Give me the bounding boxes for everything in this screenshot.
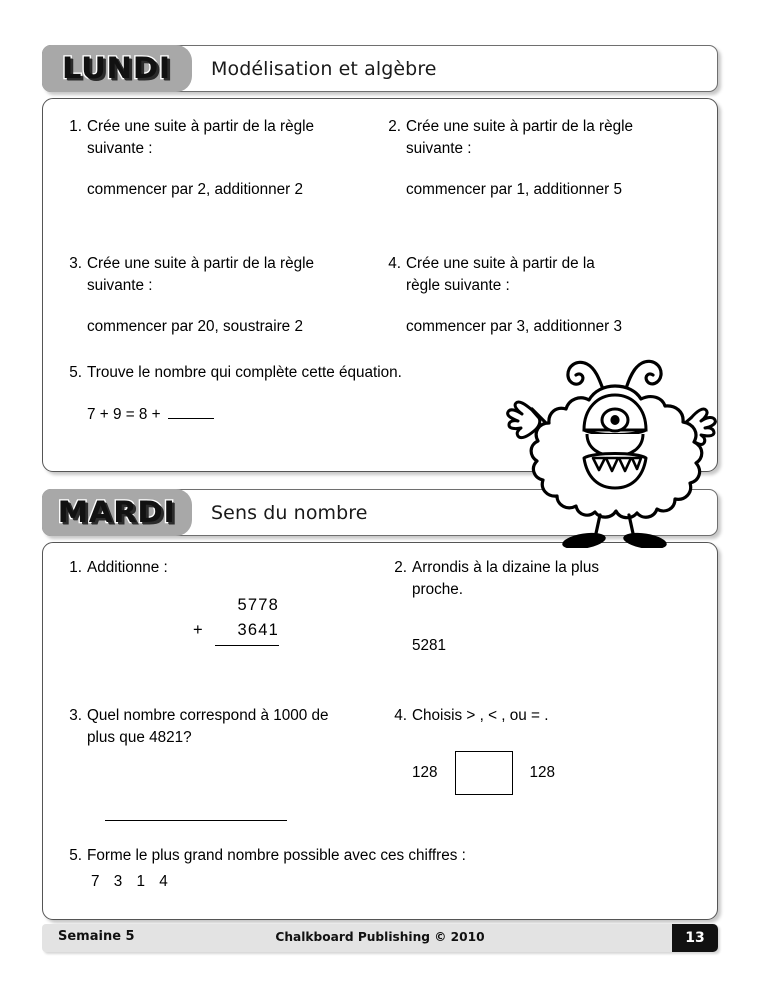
day-badge-label: MARDI bbox=[57, 495, 176, 529]
rounding-value: 5281 bbox=[412, 637, 447, 655]
question-lundi-4 bbox=[382, 253, 632, 338]
question-text: Choisis > , < , ou = . bbox=[412, 707, 549, 724]
question-text: Quel nombre correspond à 1000 de plus que 4821? bbox=[87, 707, 329, 746]
addend-top: 5778 bbox=[237, 596, 279, 614]
plus-operator: + bbox=[193, 620, 204, 639]
day-badge-label: LUNDI bbox=[62, 51, 171, 85]
question-lundi-3 bbox=[63, 253, 343, 338]
question-text: Crée une suite à partir de la règle suivante : bbox=[406, 118, 634, 157]
equation-expression: 7 + 9 = 8 + bbox=[87, 405, 161, 423]
addend-bottom: 3641 bbox=[237, 620, 279, 639]
day-header-lundi bbox=[42, 45, 718, 92]
question-number: 4. bbox=[394, 707, 407, 724]
digit-list: 7 3 1 4 bbox=[91, 873, 173, 890]
day-section-mardi bbox=[42, 489, 718, 920]
question-number: 2. bbox=[388, 118, 401, 135]
question-mardi-2 bbox=[388, 557, 653, 657]
comparison-row bbox=[412, 751, 555, 795]
footer-copyright: Chalkboard Publishing © 2010 bbox=[275, 930, 485, 944]
question-mardi-4 bbox=[388, 705, 668, 727]
question-number: 3. bbox=[69, 707, 82, 724]
question-number: 5. bbox=[69, 364, 82, 381]
day-body-mardi bbox=[42, 542, 718, 920]
question-text: Crée une suite à partir de la règle suivante : bbox=[406, 255, 595, 294]
addend-bottom-row bbox=[193, 618, 279, 643]
question-number: 1. bbox=[69, 118, 82, 135]
question-rule: commencer par 1, additionner 5 bbox=[406, 181, 622, 199]
question-lundi-2 bbox=[382, 116, 672, 201]
addition-rule-line bbox=[215, 645, 279, 646]
question-rule: commencer par 2, additionner 2 bbox=[87, 181, 303, 199]
question-rule: commencer par 3, additionner 3 bbox=[406, 318, 622, 336]
day-subject-title: Sens du nombre bbox=[211, 501, 368, 524]
question-lundi-5 bbox=[63, 362, 493, 425]
footer-week-label: Semaine 5 bbox=[58, 929, 135, 944]
page-footer bbox=[42, 924, 718, 952]
footer-page-number: 13 bbox=[672, 924, 718, 952]
question-number: 1. bbox=[69, 559, 82, 576]
compare-right-value: 128 bbox=[529, 764, 556, 781]
question-text: Additionne : bbox=[87, 559, 168, 576]
vertical-addition-problem bbox=[193, 593, 279, 646]
question-text: Crée une suite à partir de la règle suivante : bbox=[87, 255, 315, 294]
question-text: Arrondis à la dizaine la plus proche. bbox=[412, 559, 600, 598]
day-badge-mardi bbox=[42, 489, 192, 536]
question-mardi-3-answer-blank[interactable] bbox=[105, 808, 287, 826]
question-number: 2. bbox=[394, 559, 407, 576]
question-number: 3. bbox=[69, 255, 82, 272]
question-number: 4. bbox=[388, 255, 401, 272]
answer-line[interactable] bbox=[105, 820, 287, 821]
question-text: Crée une suite à partir de la règle suivante : bbox=[87, 118, 315, 157]
question-mardi-5 bbox=[63, 845, 623, 867]
question-rule: commencer par 20, soustraire 2 bbox=[87, 318, 303, 336]
comparison-answer-box[interactable] bbox=[455, 751, 513, 795]
addend-top-row bbox=[193, 593, 279, 618]
equation-row bbox=[87, 404, 493, 426]
question-text: Trouve le nombre qui complète cette équation. bbox=[87, 364, 402, 381]
question-mardi-1 bbox=[63, 557, 363, 579]
compare-left-value: 128 bbox=[412, 764, 438, 781]
question-text: Forme le plus grand nombre possible avec ces chiffres : bbox=[87, 847, 466, 864]
question-mardi-3 bbox=[63, 705, 358, 748]
day-badge-lundi bbox=[42, 45, 192, 92]
equation-answer-blank[interactable] bbox=[168, 418, 214, 419]
question-number: 5. bbox=[69, 847, 82, 864]
question-lundi-1 bbox=[63, 116, 343, 201]
day-subject-title: Modélisation et algèbre bbox=[211, 57, 437, 80]
operator-placeholder bbox=[193, 593, 215, 618]
monster-character-illustration bbox=[505, 352, 725, 548]
